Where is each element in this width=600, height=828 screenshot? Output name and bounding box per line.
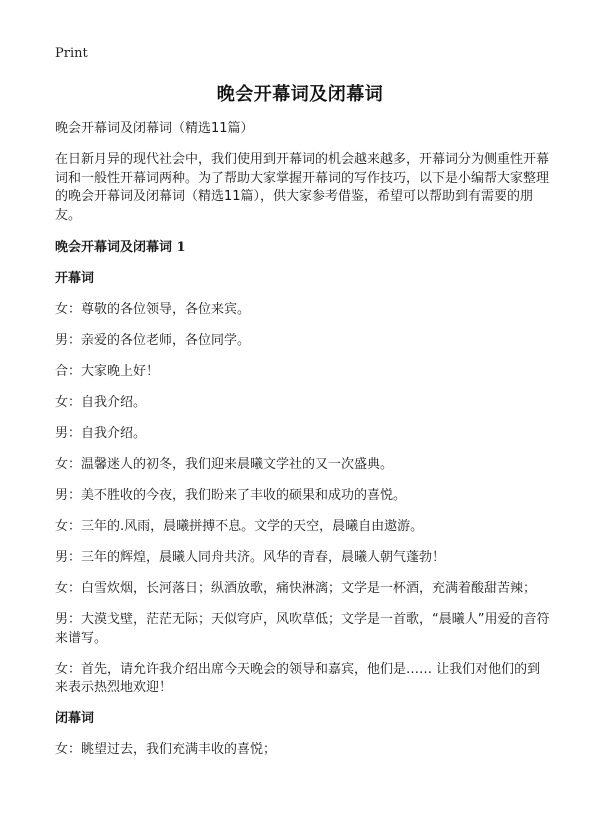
speech-line: 男：三年的辉煌，晨曦人同舟共济。风华的青春，晨曦人朝气蓬勃！ (55, 550, 446, 565)
opening-heading: 开幕词 (55, 271, 95, 286)
speech-line: 女：温馨迷人的初冬，我们迎来晨曦文学社的又一次盛典。 (55, 457, 394, 472)
speech-line: 女：首先，请允许我介绍出席今天晚会的领导和嘉宾，他们是…… 让我们对他们的到来表示热烈地欢迎！ (55, 661, 541, 695)
speech-line: 女：白雪炊烟，长河落日；纵酒放歌，痛快淋漓；文学是一杯酒，充满着酸甜苦辣； (55, 581, 537, 596)
document-body (55, 120, 552, 772)
speech-line: 合：大家晚上好！ (55, 364, 160, 379)
speech-line: 男：美不胜收的今夜，我们盼来了丰收的硕果和成功的喜悦。 (55, 488, 407, 503)
speech-line: 男：大漠戈壁，茫茫无际；天似穹庐，风吹草低；文学是一首歌，“晨曦人”用爱的音符来谱写。 (55, 612, 550, 646)
speech-line: 女：尊敬的各位领导，各位来宾。 (55, 302, 251, 317)
speech-line: 女：三年的.风雨，晨曦拼搏不息。文学的天空，晨曦自由遨游。 (55, 519, 424, 534)
speech-line: 女：自我介绍。 (55, 395, 147, 410)
speech-line: 男：亲爱的各位老师，各位同学。 (55, 333, 251, 348)
closing-heading: 闭幕词 (55, 711, 95, 726)
print-link[interactable]: Print (55, 46, 88, 61)
speech-line: 女：眺望过去，我们充满丰收的喜悦； (55, 742, 277, 757)
intro-paragraph: 在日新月异的现代社会中，我们使用到开幕词的机会越来越多，开幕词分为侧重性开幕词和一般性开幕词两种。为了帮助大家掌握开幕词的写作技巧，以下是小编帮大家整理的晚会开幕词及闭幕词（精选11篇），供大家参考借鉴，希望可以帮助到有需要的朋友。 (55, 152, 550, 223)
speech-line: 男：自我介绍。 (55, 426, 147, 441)
section-heading: 晚会开幕词及闭幕词 1 (55, 240, 186, 255)
page-title: 晚会开幕词及闭幕词 (216, 84, 384, 105)
document-subtitle: 晚会开幕词及闭幕词（精选11篇） (55, 121, 254, 136)
